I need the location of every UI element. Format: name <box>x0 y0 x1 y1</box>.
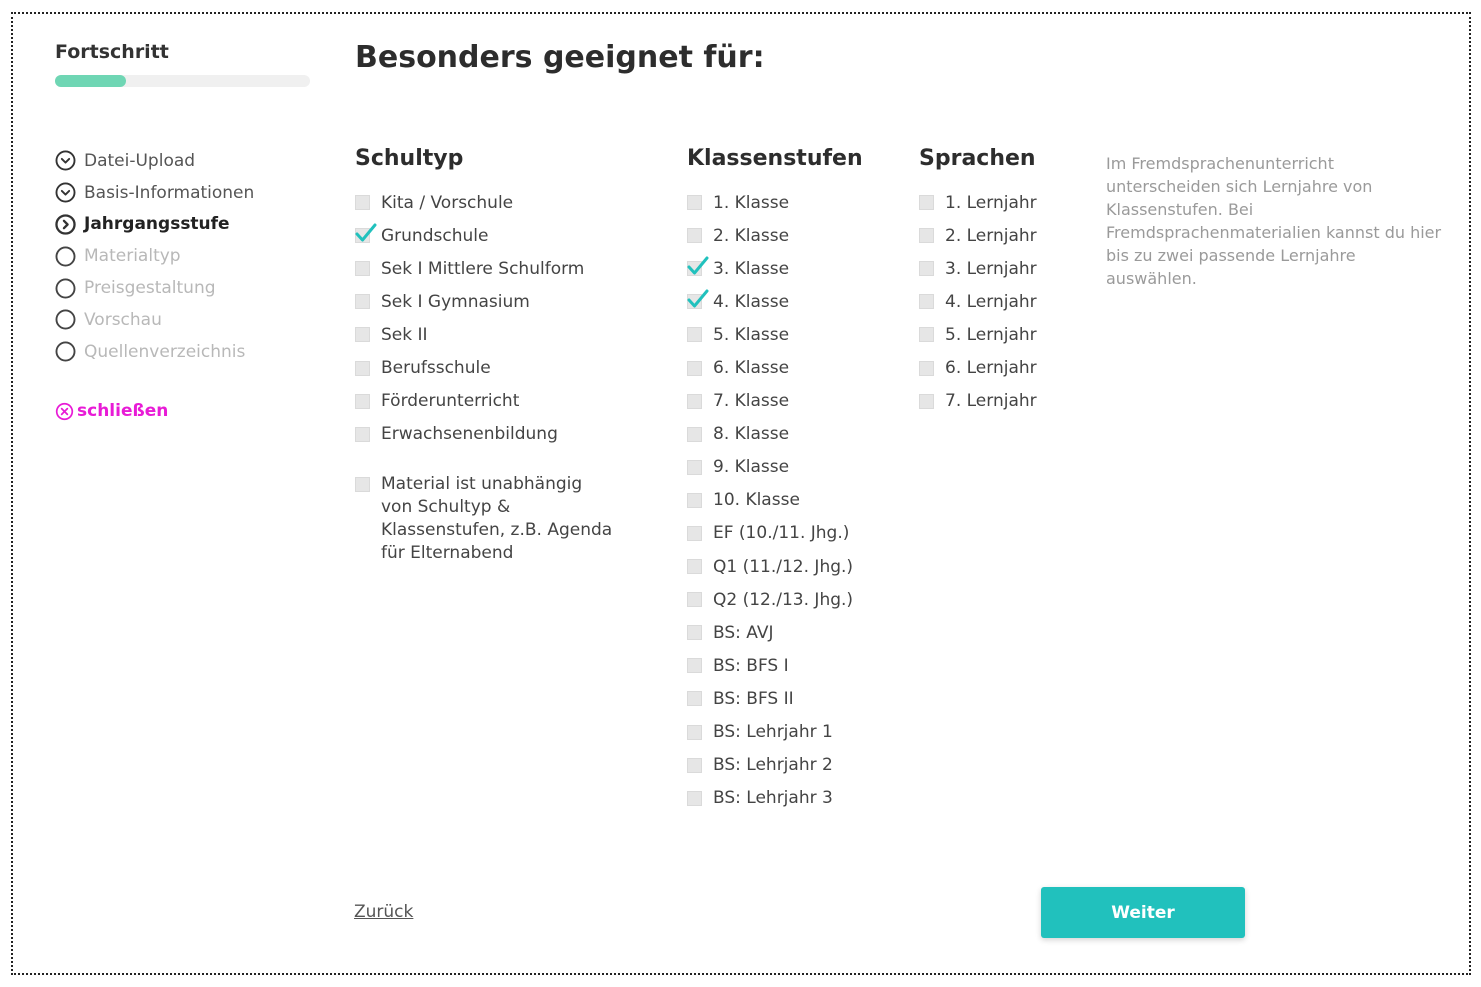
checkbox[interactable] <box>355 195 370 210</box>
option-bs-lehrjahr-3[interactable] <box>687 782 863 815</box>
option-label: Kita / Vorschule <box>381 192 514 213</box>
option-9-klasse[interactable] <box>687 451 863 484</box>
option-6-klasse[interactable] <box>687 351 863 384</box>
option-label: Berufsschule <box>381 358 491 379</box>
option-kita-vorschule[interactable] <box>355 186 645 219</box>
step-label: Vorschau <box>84 309 162 330</box>
option-bs-lehrjahr-1[interactable] <box>687 716 863 749</box>
option-label: Erwachsenenbildung <box>381 424 558 445</box>
step-label: Preisgestaltung <box>84 278 216 299</box>
checkbox-checked[interactable] <box>355 228 370 243</box>
checkbox[interactable] <box>687 592 702 607</box>
option-label: Grundschule <box>381 225 489 246</box>
checkbox[interactable] <box>919 228 934 243</box>
option-label: 7. Lernjahr <box>945 391 1037 412</box>
checkbox[interactable] <box>687 195 702 210</box>
back-link[interactable]: Zurück <box>354 902 414 922</box>
option-sek-i-mittlere-schulform[interactable] <box>355 252 645 285</box>
schultyp-options <box>355 186 645 451</box>
option-label: Sek I Mittlere Schulform <box>381 258 585 279</box>
option-berufsschule[interactable] <box>355 351 645 384</box>
checkbox[interactable] <box>687 228 702 243</box>
option-label: 2. Klasse <box>713 225 790 246</box>
option-10-klasse[interactable] <box>687 484 863 517</box>
close-button[interactable] <box>55 401 168 421</box>
option-label: 10. Klasse <box>713 490 800 511</box>
checkbox[interactable] <box>687 327 702 342</box>
close-circle-icon <box>55 402 74 421</box>
option-label: 2. Lernjahr <box>945 225 1037 246</box>
option-8-klasse[interactable] <box>687 418 863 451</box>
step-label: Materialtyp <box>84 246 181 267</box>
klassenstufen-options <box>687 186 863 815</box>
option-label: 7. Klasse <box>713 391 790 412</box>
chevron-right-circle-icon <box>55 214 76 235</box>
page-title: Besonders geeignet für: <box>355 40 765 75</box>
checkbox[interactable] <box>687 791 702 806</box>
klassenstufen-column <box>687 146 863 815</box>
checkbox[interactable] <box>687 691 702 706</box>
progress-bar <box>55 75 310 87</box>
checkbox[interactable] <box>687 658 702 673</box>
checkbox[interactable] <box>687 625 702 640</box>
checkbox[interactable] <box>687 394 702 409</box>
checkbox[interactable] <box>355 327 370 342</box>
empty-circle-icon <box>55 309 76 330</box>
option-label: 1. Klasse <box>713 192 790 213</box>
checkbox[interactable] <box>687 526 702 541</box>
sprachen-column <box>919 146 1037 418</box>
option-2-klasse[interactable] <box>687 219 863 252</box>
empty-circle-icon <box>55 278 76 299</box>
option-7-lernjahr[interactable] <box>919 385 1037 418</box>
checkbox[interactable] <box>355 361 370 376</box>
checkbox-checked[interactable] <box>687 261 702 276</box>
sprachen-options <box>919 186 1037 418</box>
option-sek-i-gymnasium[interactable] <box>355 285 645 318</box>
progress-title: Fortschritt <box>55 41 169 63</box>
check-circle-icon <box>55 150 76 171</box>
checkbox[interactable] <box>919 195 934 210</box>
checkbox[interactable] <box>687 493 702 508</box>
step-quellenverzeichnis <box>55 336 254 368</box>
option-label: 8. Klasse <box>713 424 790 445</box>
option-erwachsenenbildung[interactable] <box>355 418 645 451</box>
option-label: 9. Klasse <box>713 457 790 478</box>
option-sek-ii[interactable] <box>355 318 645 351</box>
option-2-lernjahr[interactable] <box>919 219 1037 252</box>
step-jahrgangsstufe[interactable] <box>55 209 254 241</box>
option-bs-bfs-ii[interactable] <box>687 682 863 715</box>
checkbox[interactable] <box>355 294 370 309</box>
option-bs-avj[interactable] <box>687 616 863 649</box>
option-label: Förderunterricht <box>381 391 520 412</box>
option-label: Q1 (11./12. Jhg.) <box>713 556 854 577</box>
option-label: EF (10./11. Jhg.) <box>713 523 850 544</box>
step-basis-informationen[interactable] <box>55 177 254 209</box>
option-3-klasse[interactable] <box>687 252 863 285</box>
next-button[interactable]: Weiter <box>1041 887 1245 938</box>
option-label: BS: Lehrjahr 1 <box>713 722 833 743</box>
option-4-klasse[interactable] <box>687 285 863 318</box>
option-label: 6. Klasse <box>713 358 790 379</box>
progress-bar-fill <box>55 75 126 87</box>
option-label: 4. Klasse <box>713 291 790 312</box>
empty-circle-icon <box>55 246 76 267</box>
empty-circle-icon <box>55 341 76 362</box>
option-label: BS: Lehrjahr 2 <box>713 755 833 776</box>
step-label: Basis-Informationen <box>84 182 255 203</box>
checkbox[interactable] <box>687 758 702 773</box>
checkbox[interactable] <box>919 261 934 276</box>
option-1-klasse[interactable] <box>687 186 863 219</box>
option-label: 3. Klasse <box>713 258 790 279</box>
checkbox[interactable] <box>687 427 702 442</box>
step-vorschau <box>55 304 254 336</box>
checkbox[interactable] <box>919 327 934 342</box>
option-label: 1. Lernjahr <box>945 192 1037 213</box>
step-materialtyp <box>55 240 254 272</box>
option-q1-11-12-jhg[interactable] <box>687 550 863 583</box>
schultyp-column <box>355 146 645 565</box>
step-datei-upload[interactable] <box>55 145 254 177</box>
sprachen-heading: Sprachen <box>919 146 1036 171</box>
option-7-klasse[interactable] <box>687 385 863 418</box>
checkbox[interactable] <box>355 427 370 442</box>
step-list <box>55 145 254 368</box>
checkbox-checked[interactable] <box>687 294 702 309</box>
step-label: Quellenverzeichnis <box>84 341 246 362</box>
option-5-klasse[interactable] <box>687 318 863 351</box>
independent-option[interactable] <box>355 473 645 565</box>
option-label: 5. Lernjahr <box>945 324 1037 345</box>
option-förderunterricht[interactable] <box>355 385 645 418</box>
option-label: BS: BFS I <box>713 655 789 676</box>
checkbox[interactable] <box>919 361 934 376</box>
option-label: 4. Lernjahr <box>945 291 1037 312</box>
step-label: Jahrgangsstufe <box>84 214 230 235</box>
check-circle-icon <box>55 182 76 203</box>
option-ef-10-11-jhg[interactable] <box>687 517 863 550</box>
option-1-lernjahr[interactable] <box>919 186 1037 219</box>
step-label: Datei-Upload <box>84 150 196 171</box>
option-grundschule[interactable] <box>355 219 645 252</box>
option-6-lernjahr[interactable] <box>919 351 1037 384</box>
option-label: Q2 (12./13. Jhg.) <box>713 589 854 610</box>
option-label: Sek I Gymnasium <box>381 291 530 312</box>
option-label: 3. Lernjahr <box>945 258 1037 279</box>
independent-checkbox[interactable] <box>355 477 370 492</box>
checkbox[interactable] <box>919 394 934 409</box>
option-bs-lehrjahr-2[interactable] <box>687 749 863 782</box>
option-label: 6. Lernjahr <box>945 358 1037 379</box>
option-label: Sek II <box>381 324 428 345</box>
option-label: BS: BFS II <box>713 688 794 709</box>
close-label: schließen <box>77 401 169 421</box>
step-preisgestaltung <box>55 272 254 304</box>
schultyp-heading: Schultyp <box>355 146 464 171</box>
checkbox[interactable] <box>687 460 702 475</box>
option-label: 5. Klasse <box>713 324 790 345</box>
checkbox[interactable] <box>687 725 702 740</box>
option-5-lernjahr[interactable] <box>919 318 1037 351</box>
option-label: BS: AVJ <box>713 622 774 643</box>
checkbox[interactable] <box>687 559 702 574</box>
languages-hint: Im Fremdsprachenunterricht unterscheiden sich Lernjahre von Klassenstufen. Bei Fremdsprachenmaterialien kannst du hier bis zu zwei passende Lernjahre auswählen. <box>1106 154 1442 288</box>
option-3-lernjahr[interactable] <box>919 252 1037 285</box>
option-bs-bfs-i[interactable] <box>687 649 863 682</box>
independent-label: Material ist unabhängig von Schultyp & Klassenstufen, z.B. Agenda für Elternabend <box>381 473 613 563</box>
option-label: BS: Lehrjahr 3 <box>713 788 833 809</box>
checkbox[interactable] <box>355 394 370 409</box>
checkbox[interactable] <box>919 294 934 309</box>
klassenstufen-heading: Klassenstufen <box>687 146 863 171</box>
option-4-lernjahr[interactable] <box>919 285 1037 318</box>
checkbox[interactable] <box>355 261 370 276</box>
option-q2-12-13-jhg[interactable] <box>687 583 863 616</box>
checkbox[interactable] <box>687 361 702 376</box>
